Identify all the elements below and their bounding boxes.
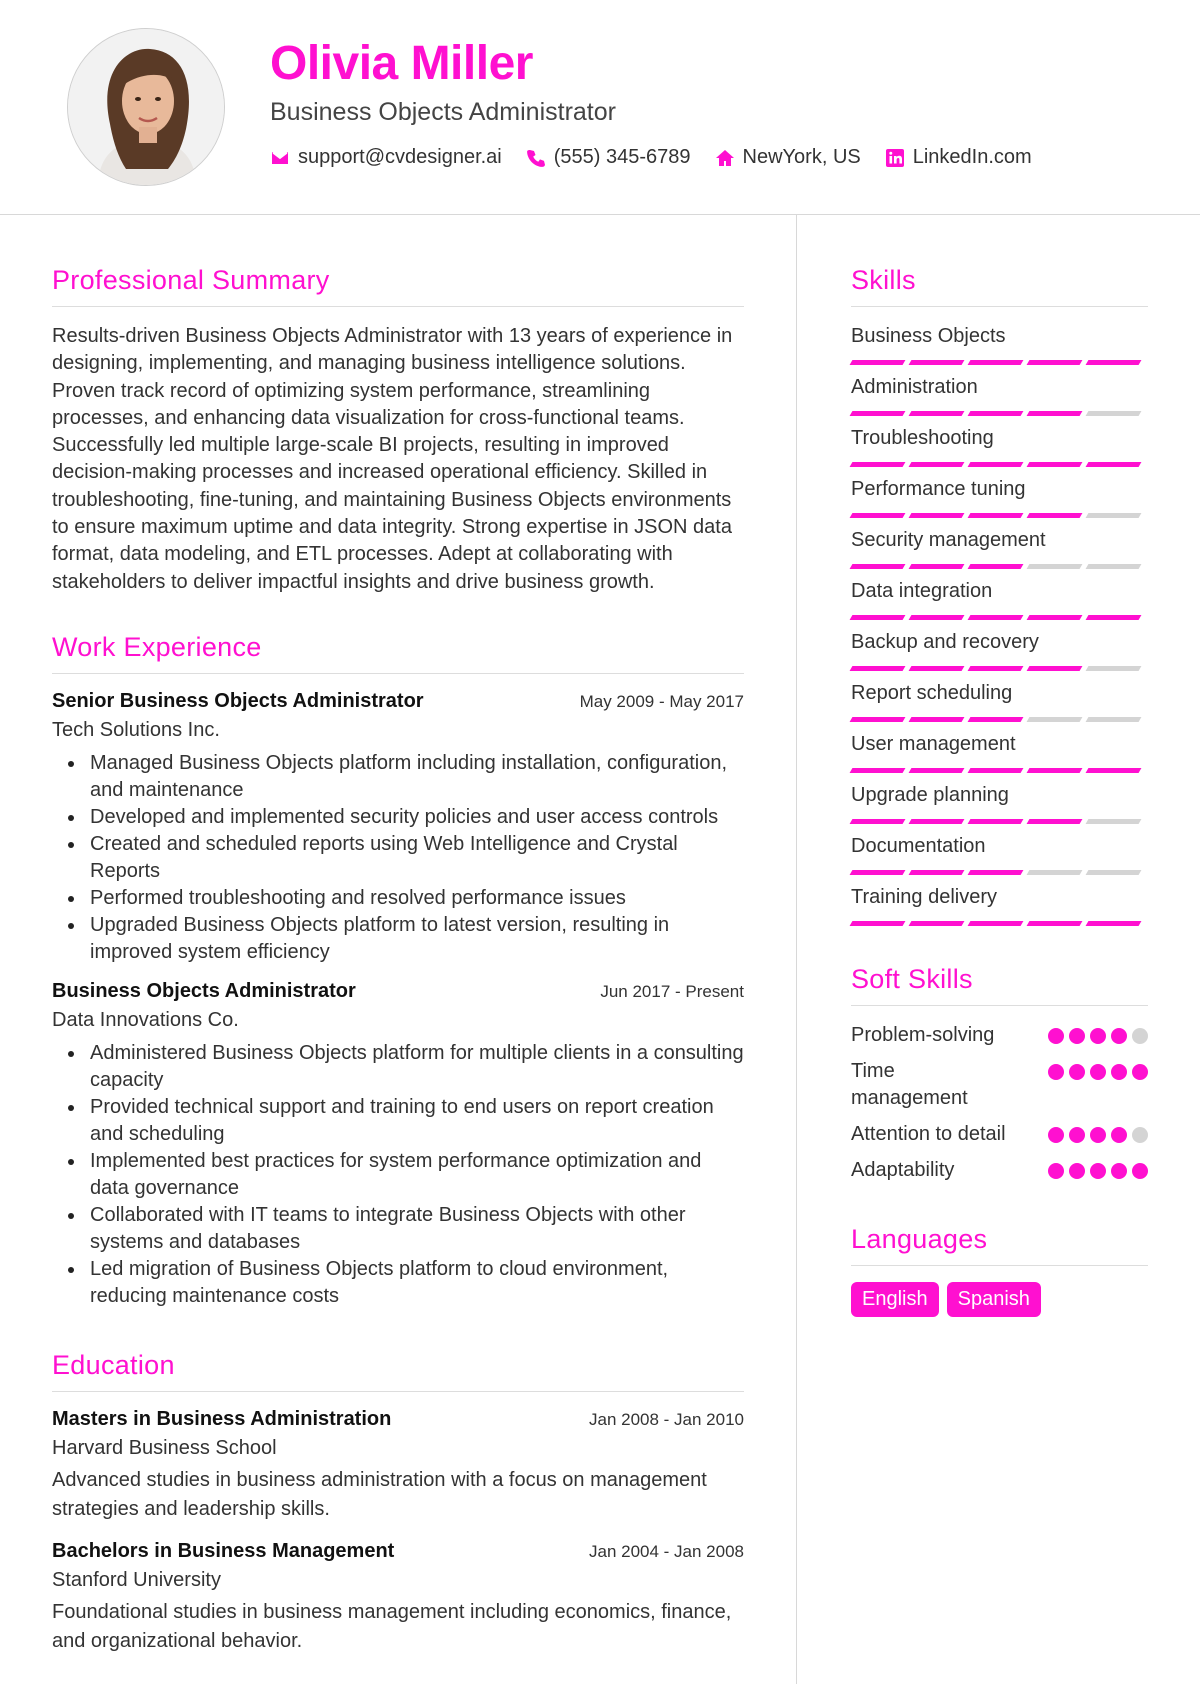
skill-level-segment: [850, 921, 906, 926]
soft-skill-name: Time management: [851, 1060, 968, 1109]
rating-dot: [1048, 1127, 1064, 1143]
profile-photo: [67, 28, 225, 186]
language-badge: Spanish: [947, 1282, 1041, 1317]
job-bullet: Administered Business Objects platform for multiple clients in a consulting capacity: [90, 1040, 744, 1094]
rating-dot: [1132, 1064, 1148, 1080]
skill-level-segment: [909, 921, 965, 926]
rating-dot: [1048, 1064, 1064, 1080]
skill-level-bar: [851, 513, 1148, 518]
skill-item: [851, 629, 1148, 671]
skill-level-segment: [909, 411, 965, 416]
skill-level-segment: [850, 615, 906, 620]
envelope-icon: [270, 148, 290, 168]
soft-skill-item: [851, 1058, 1148, 1112]
job-bullet: Performed troubleshooting and resolved performance issues: [90, 885, 744, 912]
skill-level-segment: [1086, 360, 1142, 365]
skill-level-segment: [968, 564, 1024, 569]
soft-skill-item: [851, 1157, 1148, 1184]
skill-level-segment: [1027, 462, 1083, 467]
education-dates: Jan 2004 - Jan 2008: [588, 1541, 744, 1561]
skill-level-segment: [1027, 870, 1083, 875]
soft-skill-item: [851, 1022, 1148, 1049]
rating-dot: [1069, 1064, 1085, 1080]
soft-skill-name: Problem-solving: [851, 1024, 995, 1046]
skill-item: [851, 578, 1148, 620]
soft-skill-name: Adaptability: [851, 1159, 955, 1181]
job-dates: May 2009 - May 2017: [579, 691, 744, 711]
skills-heading: Skills: [851, 265, 1148, 307]
skill-level-segment: [850, 870, 906, 875]
skills-section: [851, 265, 1148, 926]
skill-level-segment: [1027, 615, 1083, 620]
skill-level-segment: [1086, 819, 1142, 824]
skill-level-bar: [851, 870, 1148, 875]
skill-name: Administration: [851, 376, 978, 398]
skill-level-segment: [1086, 411, 1142, 416]
skill-item: [851, 731, 1148, 773]
job-company: Tech Solutions Inc.: [52, 718, 220, 741]
skill-level-segment: [1086, 870, 1142, 875]
skill-level-segment: [968, 819, 1024, 824]
job-bullets: [52, 1040, 744, 1310]
rating-dot: [1111, 1163, 1127, 1179]
skill-level-segment: [1027, 411, 1083, 416]
contact-list: [270, 146, 1032, 169]
skill-level-segment: [1027, 768, 1083, 773]
job-bullet: Created and scheduled reports using Web Intelligence and Crystal Reports: [90, 831, 744, 885]
skill-level-segment: [909, 462, 965, 467]
skill-level-segment: [1086, 768, 1142, 773]
soft-skills-section: [851, 964, 1148, 1184]
contact-linkedin-text: LinkedIn.com: [912, 146, 1032, 168]
skill-level-segment: [968, 615, 1024, 620]
contact-location-text: NewYork, US: [742, 146, 861, 168]
skill-level-bar: [851, 615, 1148, 620]
skill-level-segment: [1086, 564, 1142, 569]
skill-level-bar: [851, 462, 1148, 467]
skill-level-segment: [1027, 921, 1083, 926]
education-entry: [52, 1408, 744, 1524]
rating-dot: [1069, 1127, 1085, 1143]
skill-level-bar: [851, 360, 1148, 365]
rating-dot: [1090, 1163, 1106, 1179]
skill-name: Security management: [851, 529, 1046, 551]
job-bullet: Managed Business Objects platform including installation, configuration, and maintenance: [90, 750, 744, 804]
skill-level-segment: [850, 411, 906, 416]
skill-item: [851, 680, 1148, 722]
summary-text: Results-driven Business Objects Administrator with 13 years of experience in designing, implementing, and managing business intelligence solutions. Proven track record of optimizing system performance, streamlining processes, and enhancing data visualization for cross-functional teams. Successfully led multiple large-scale BI projects, resulting in improved decision-making processes and increased operational efficiency. Skilled in troubleshooting, fine-tuning, and maintaining Business Objects environments to ensure maximum uptime and data integrity. Strong expertise in JSON data format, data modeling, and ETL processes. Adept at collaborating with stakeholders to deliver impactful insights and drive business growth.: [52, 325, 733, 593]
education-description: Foundational studies in business management including economics, finance, and organizational behavior.: [52, 1600, 732, 1652]
candidate-title: Business Objects Administrator: [270, 98, 616, 126]
skill-name: Report scheduling: [851, 682, 1013, 704]
skill-level-segment: [909, 717, 965, 722]
contact-location: [715, 146, 861, 169]
languages-section: [851, 1224, 1148, 1317]
rating-dot: [1132, 1127, 1148, 1143]
skill-name: Training delivery: [851, 886, 997, 908]
job-dates: Jun 2017 - Present: [600, 981, 744, 1001]
skill-level-segment: [909, 513, 965, 518]
skill-level-segment: [909, 360, 965, 365]
job-bullet: Provided technical support and training to end users on report creation and scheduling: [90, 1094, 744, 1148]
job-company: Data Innovations Co.: [52, 1008, 239, 1031]
education-school: Harvard Business School: [52, 1436, 277, 1459]
skill-level-segment: [909, 666, 965, 671]
skill-level-segment: [850, 768, 906, 773]
skill-level-segment: [1027, 819, 1083, 824]
skill-level-segment: [909, 870, 965, 875]
soft-skills-heading: Soft Skills: [851, 964, 1148, 1006]
languages-list: [851, 1282, 1148, 1317]
skill-level-segment: [968, 870, 1024, 875]
skill-name: Documentation: [851, 835, 986, 857]
job-bullet: Implemented best practices for system performance optimization and data governance: [90, 1148, 744, 1202]
skill-level-bar: [851, 564, 1148, 569]
education-degree: Bachelors in Business Management: [52, 1539, 395, 1562]
skill-level-segment: [1086, 717, 1142, 722]
skill-level-bar: [851, 717, 1148, 722]
contact-phone[interactable]: [526, 146, 691, 169]
education-section: [52, 1350, 744, 1656]
skill-item: [851, 323, 1148, 365]
skill-item: [851, 833, 1148, 875]
rating-dot: [1090, 1028, 1106, 1044]
skill-level-segment: [968, 666, 1024, 671]
skill-level-segment: [1027, 666, 1083, 671]
job-role: Business Objects Administrator: [52, 979, 356, 1002]
column-divider: [796, 215, 797, 1684]
education-description: Advanced studies in business administration with a focus on management strategies and leadership skills.: [52, 1468, 707, 1520]
education-heading: Education: [52, 1350, 744, 1392]
skill-level-segment: [1086, 615, 1142, 620]
job-bullet: Led migration of Business Objects platform to cloud environment, reducing maintenance costs: [90, 1256, 744, 1310]
skill-name: Business Objects: [851, 325, 1006, 347]
job-bullet: Upgraded Business Objects platform to latest version, resulting in improved system efficiency: [90, 912, 744, 966]
skill-level-segment: [909, 564, 965, 569]
language-badge: English: [851, 1282, 939, 1317]
linkedin-icon: [885, 148, 905, 168]
skill-level-bar: [851, 411, 1148, 416]
skill-level-segment: [1027, 513, 1083, 518]
languages-heading: Languages: [851, 1224, 1148, 1266]
education-degree: Masters in Business Administration: [52, 1407, 392, 1430]
job-bullet: Developed and implemented security policies and user access controls: [90, 804, 744, 831]
rating-dot: [1048, 1163, 1064, 1179]
education-school: Stanford University: [52, 1568, 221, 1591]
home-icon: [715, 148, 735, 168]
rating-dot: [1048, 1028, 1064, 1044]
phone-icon: [526, 148, 546, 168]
rating-dot: [1111, 1127, 1127, 1143]
skill-level-bar: [851, 768, 1148, 773]
rating-dot: [1090, 1064, 1106, 1080]
soft-skill-name: Attention to detail: [851, 1123, 1006, 1145]
skill-item: [851, 782, 1148, 824]
skill-level-segment: [968, 768, 1024, 773]
skill-level-segment: [1086, 921, 1142, 926]
candidate-name: Olivia Miller: [270, 37, 533, 90]
avatar-image: [68, 29, 225, 186]
job-role: Senior Business Objects Administrator: [52, 689, 424, 712]
contact-email[interactable]: [270, 146, 502, 169]
soft-skill-rating: [1048, 1163, 1148, 1179]
job-bullet: Collaborated with IT teams to integrate Business Objects with other systems and databases: [90, 1202, 744, 1256]
skill-name: User management: [851, 733, 1016, 755]
rating-dot: [1090, 1127, 1106, 1143]
sidebar-column: [851, 265, 1148, 1317]
skill-level-segment: [909, 819, 965, 824]
education-dates: Jan 2008 - Jan 2010: [588, 1409, 744, 1429]
rating-dot: [1069, 1028, 1085, 1044]
skill-level-segment: [1027, 360, 1083, 365]
main-column: [52, 265, 744, 1672]
skill-item: [851, 527, 1148, 569]
skill-level-segment: [850, 819, 906, 824]
skill-level-segment: [968, 411, 1024, 416]
soft-skills-list: [851, 1022, 1148, 1184]
skill-level-segment: [968, 462, 1024, 467]
skill-name: Upgrade planning: [851, 784, 1009, 806]
rating-dot: [1069, 1163, 1085, 1179]
rating-dot: [1132, 1163, 1148, 1179]
skill-level-bar: [851, 819, 1148, 824]
skill-level-segment: [850, 360, 906, 365]
skill-name: Performance tuning: [851, 478, 1026, 500]
soft-skill-item: [851, 1121, 1148, 1148]
job-entry: [52, 690, 744, 966]
skill-name: Backup and recovery: [851, 631, 1039, 653]
skill-level-segment: [1086, 666, 1142, 671]
skill-level-segment: [1086, 513, 1142, 518]
skill-item: [851, 425, 1148, 467]
rating-dot: [1111, 1028, 1127, 1044]
soft-skill-rating: [1048, 1127, 1148, 1143]
rating-dot: [1132, 1028, 1148, 1044]
education-entry: [52, 1540, 744, 1656]
skill-level-bar: [851, 666, 1148, 671]
rating-dot: [1111, 1064, 1127, 1080]
skill-name: Data integration: [851, 580, 993, 602]
skill-level-segment: [1027, 564, 1083, 569]
skill-level-segment: [968, 717, 1024, 722]
contact-email-text: support@cvdesigner.ai: [298, 146, 502, 168]
summary-heading: Professional Summary: [52, 265, 744, 307]
skill-level-segment: [968, 360, 1024, 365]
skill-level-segment: [968, 513, 1024, 518]
skill-level-segment: [909, 615, 965, 620]
resume-header: [0, 0, 1200, 215]
job-bullets: [52, 750, 744, 966]
skill-level-segment: [850, 462, 906, 467]
skill-level-segment: [1086, 462, 1142, 467]
skill-name: Troubleshooting: [851, 427, 994, 449]
soft-skill-rating: [1048, 1028, 1148, 1044]
skill-level-segment: [850, 717, 906, 722]
experience-section: [52, 632, 744, 1310]
job-entry: [52, 980, 744, 1310]
skill-level-segment: [850, 564, 906, 569]
skill-item: [851, 374, 1148, 416]
skill-level-segment: [1027, 717, 1083, 722]
summary-section: [52, 265, 744, 596]
skill-level-bar: [851, 921, 1148, 926]
skill-level-segment: [909, 768, 965, 773]
skill-level-segment: [850, 666, 906, 671]
experience-heading: Work Experience: [52, 632, 744, 674]
skills-list: [851, 323, 1148, 926]
skill-item: [851, 476, 1148, 518]
contact-linkedin[interactable]: [885, 146, 1032, 169]
soft-skill-rating: [1048, 1064, 1148, 1080]
skill-level-segment: [850, 513, 906, 518]
skill-level-segment: [968, 921, 1024, 926]
contact-phone-text: (555) 345-6789: [553, 146, 691, 168]
skill-item: [851, 884, 1148, 926]
